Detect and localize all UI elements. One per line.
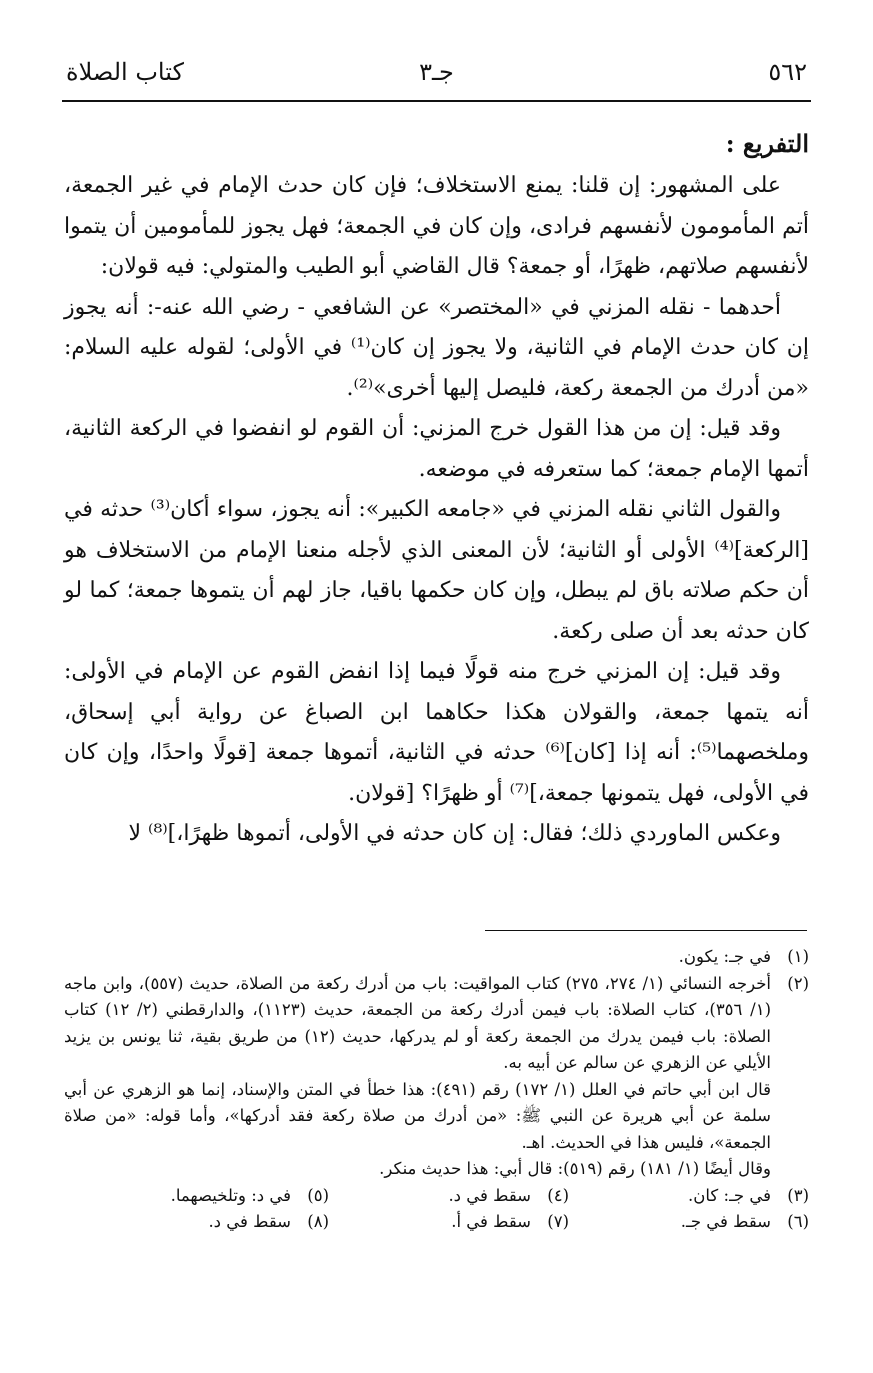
footnote-text: سقط في جـ.: [680, 1212, 771, 1231]
running-header: [66, 58, 807, 98]
paragraph: والقول الثاني نقله المزني في «جامعه الكبير»: أنه يجوز، سواء أكان⁽³⁾ حدثه في [الركعة]⁽⁴⁾ الأولى أو الثانية؛ لأن المعنى الذي لأجله منعنا الإمام من الاستخلاف هو أن حكم صلاته باق لم يبطل، وإن كان حكمها باقيا، جاز لهم أن يتموها جمعة؛ كما لو كان حدثه بعد أن صلى ركعة.: [64, 497, 809, 644]
footnote-text: سقط في أ.: [451, 1212, 531, 1231]
footnote-6: [569, 1209, 809, 1236]
main-text: [64, 122, 809, 855]
footnote-5: [89, 1183, 329, 1210]
footnote-row: [64, 1209, 809, 1236]
footnote-number: (٣): [787, 1185, 809, 1205]
paragraph: على المشهور: إن قلنا: يمنع الاستخلاف؛ فإن كان حدث الإمام في غير الجمعة، أتم المأمومون لأنفسهم فرادى، وإن كان في الجمعة؛ فهل يجوز للمأمومين أن يتموا لأنفسهم صلاتهم، ظهرًا، أو جمعة؟ قال القاضي أبو الطيب والمتولي: فيه قولان:: [64, 173, 809, 279]
footnote-row: [64, 1183, 809, 1210]
footnote-text: في جـ: كان.: [688, 1185, 771, 1205]
footnote-text: في جـ: يكون.: [678, 947, 771, 966]
paragraph: وقد قيل: إن من هذا القول خرج المزني: أن القوم لو انفضوا في الركعة الثانية، أتمها الإمام جمعة؛ كما ستعرفه في موضعه.: [64, 416, 809, 482]
paragraph: أحدهما - نقله المزني في «المختصر» عن الشافعي - رضي الله عنه-: أنه يجوز إن كان حدث الإمام في الثانية، ولا يجوز إن كان⁽¹⁾ في الأولى؛ لقوله عليه السلام: «من أدرك من الجمعة ركعة، فليصل إليها أخرى»⁽²⁾.: [64, 294, 809, 401]
paragraph: وقد قيل: إن المزني خرج منه قولًا فيما إذا انفض القوم عن الإمام في الأولى: أنه يتمها جمعة، والقولان هكذا حكاهما ابن الصباغ عن رواية أبي إسحاق، وملخصهما⁽⁵⁾: أنه إذا [كان]⁽⁶⁾ حدثه في الثانية، أتموها جمعة [قولًا واحدًا، وإن كان في الأولى، فهل يتمونها جمعة،]⁽⁷⁾ أو ظهرًا؟ [قولان.: [64, 659, 810, 806]
footnote-number: (٧): [547, 1212, 569, 1231]
footnote-number: (٥): [307, 1185, 329, 1205]
section-heading: التفريع :: [725, 129, 809, 158]
book-title: كتاب الصلاة: [66, 58, 184, 86]
footnote-3: [569, 1183, 809, 1210]
footnote-number: (٨): [307, 1212, 329, 1231]
paragraph: وعكس الماوردي ذلك؛ فقال: إن كان حدثه في الأولى، أتموها ظهرًا،]⁽⁸⁾ لا: [128, 821, 781, 846]
footnotes: [64, 944, 809, 1236]
footnote-7: [329, 1209, 569, 1236]
footnote-number: (١): [787, 947, 809, 966]
footnote-4: [329, 1183, 569, 1210]
footnote-2-continuation: قال ابن أبي حاتم في العلل (١/ ١٧٢) رقم (٤٩١): هذا خطأ في المتن والإسناد، إنما هو الزهري عن أبي سلمة عن أبي هريرة عن النبي ﷺ: «من أدرك من صلاة ركعة فقد أدركها»، وأما قوله: «من صلاة الجمعة»، فليس هذا في الحديث. اهـ.: [64, 1079, 771, 1152]
footnote-text: سقط في د.: [448, 1185, 531, 1205]
footnote-text: أخرجه النسائي (١/ ٢٧٤، ٢٧٥) كتاب المواقيت: باب من أدرك ركعة من الصلاة، حديث (٥٥٧)، وابن ماجه (١/ ٣٥٦)، كتاب الصلاة: باب فيمن أدرك ركعة من الجمعة، حديث (١١٢٣)، والدارقطني (٢/ ١٢) كتاب الصلاة: باب فيمن يدرك من الجمعة ركعة أو لم يدركها، حديث (١٢) من طريق بقية، ثنا يونس بن يزيد الأيلي عن الزهري عن سالم عن أبيه به.: [64, 973, 772, 1072]
footnote-8: [89, 1209, 329, 1236]
header-divider: [62, 100, 811, 102]
footnote-1: [64, 944, 809, 971]
footnote-text: في د: وتلخيصهما.: [170, 1185, 291, 1205]
footnote-2: [64, 971, 809, 1077]
footnote-number: (٦): [787, 1212, 809, 1231]
page-number: ٥٦٢: [768, 58, 807, 86]
footnote-divider: [485, 930, 807, 931]
footnote-2-continuation: وقال أيضًا (١/ ١٨١) رقم (٥١٩): قال أبي: هذا حديث منكر.: [379, 1159, 771, 1178]
footnote-number: (٤): [547, 1185, 569, 1205]
footnote-number: (٢): [787, 973, 809, 993]
volume-label: جـ٣: [419, 58, 454, 86]
footnote-text: سقط في د.: [208, 1212, 291, 1231]
